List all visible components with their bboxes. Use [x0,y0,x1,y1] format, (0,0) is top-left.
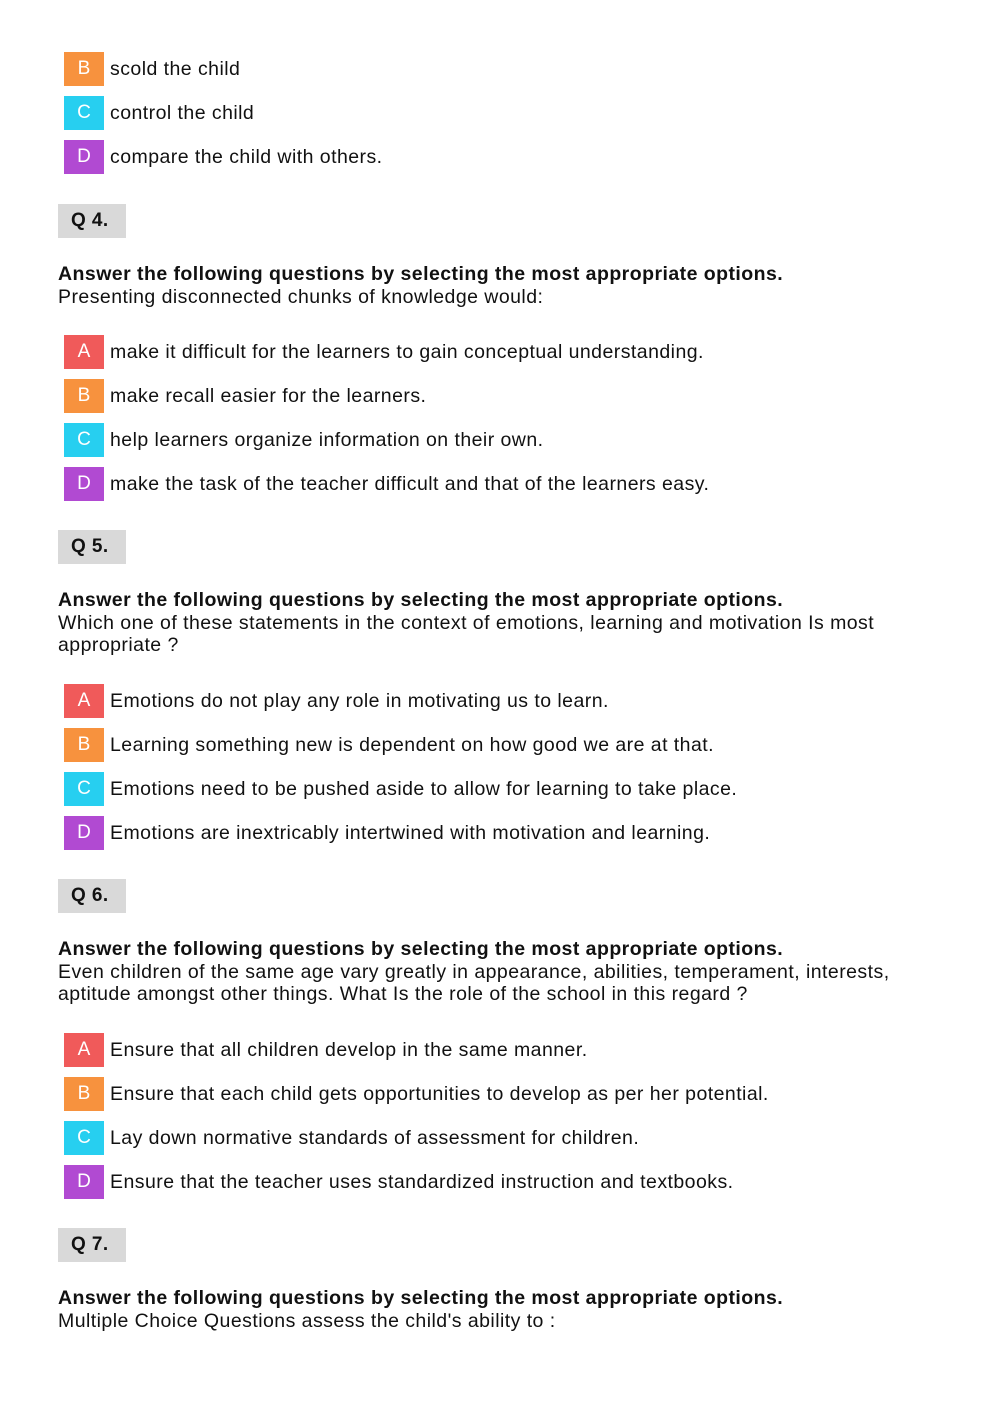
option-text: Emotions do not play any role in motivating us to learn. [110,689,609,712]
question-block [58,589,918,657]
option-b[interactable] [64,52,240,86]
option-text: Emotions need to be pushed aside to allow for learning to take place. [110,777,738,800]
option-text: Ensure that the teacher uses standardized instruction and textbooks. [110,1170,734,1193]
option-b[interactable] [64,1077,769,1111]
option-d[interactable] [64,1165,734,1199]
question-instruction: Answer the following questions by selecting the most appropriate options. [58,938,784,960]
question-number-label: Q 6. [58,879,126,913]
question-text: Multiple Choice Questions assess the child's ability to : [58,1309,556,1332]
question-number-label: Q 5. [58,530,126,564]
option-text: Ensure that each child gets opportunities to develop as per her potential. [110,1082,769,1105]
option-a[interactable] [64,335,704,369]
option-text: Ensure that all children develop in the same manner. [110,1038,588,1061]
option-letter-badge: D [64,140,104,174]
option-d[interactable] [64,816,710,850]
option-letter-badge: B [64,1077,104,1111]
option-b[interactable] [64,728,714,762]
option-text: control the child [110,101,255,124]
option-letter-badge: D [64,467,104,501]
option-text: make the task of the teacher difficult and that of the learners easy. [110,472,710,495]
option-letter-badge: B [64,728,104,762]
option-c[interactable] [64,423,544,457]
option-a[interactable] [64,684,609,718]
option-text: Lay down normative standards of assessment for children. [110,1126,640,1149]
option-c[interactable] [64,96,254,130]
question-instruction: Answer the following questions by selecting the most appropriate options. [58,1287,784,1309]
option-text: help learners organize information on their own. [110,428,544,451]
option-b[interactable] [64,379,426,413]
option-text: Emotions are inextricably intertwined with motivation and learning. [110,821,711,844]
option-text: make recall easier for the learners. [110,384,427,407]
question-text: Which one of these statements in the context of emotions, learning and motivation Is most appropriate ? [58,611,875,656]
question-block [58,1287,918,1332]
question-block [58,263,918,308]
option-letter-badge: C [64,1121,104,1155]
question-block [58,938,918,1006]
question-number-label: Q 4. [58,204,126,238]
option-letter-badge: C [64,423,104,457]
question-number-label: Q 7. [58,1228,126,1262]
option-c[interactable] [64,772,737,806]
option-letter-badge: A [64,1033,104,1067]
question-text: Presenting disconnected chunks of knowledge would: [58,285,544,308]
question-instruction: Answer the following questions by selecting the most appropriate options. [58,263,784,285]
option-letter-badge: A [64,335,104,369]
option-letter-badge: C [64,772,104,806]
option-d[interactable] [64,467,709,501]
question-instruction: Answer the following questions by selecting the most appropriate options. [58,589,784,611]
option-c[interactable] [64,1121,639,1155]
option-letter-badge: C [64,96,104,130]
option-text: scold the child [110,57,241,80]
option-letter-badge: A [64,684,104,718]
option-letter-badge: D [64,816,104,850]
option-text: Learning something new is dependent on how good we are at that. [110,733,714,756]
option-letter-badge: B [64,52,104,86]
option-d[interactable] [64,140,383,174]
option-letter-badge: D [64,1165,104,1199]
option-text: make it difficult for the learners to gain conceptual understanding. [110,340,704,363]
option-text: compare the child with others. [110,145,383,168]
option-a[interactable] [64,1033,588,1067]
option-letter-badge: B [64,379,104,413]
question-text: Even children of the same age vary greatly in appearance, abilities, temperament, interests, aptitude amongst other things. What Is the role of the school in this regard ? [58,960,890,1005]
